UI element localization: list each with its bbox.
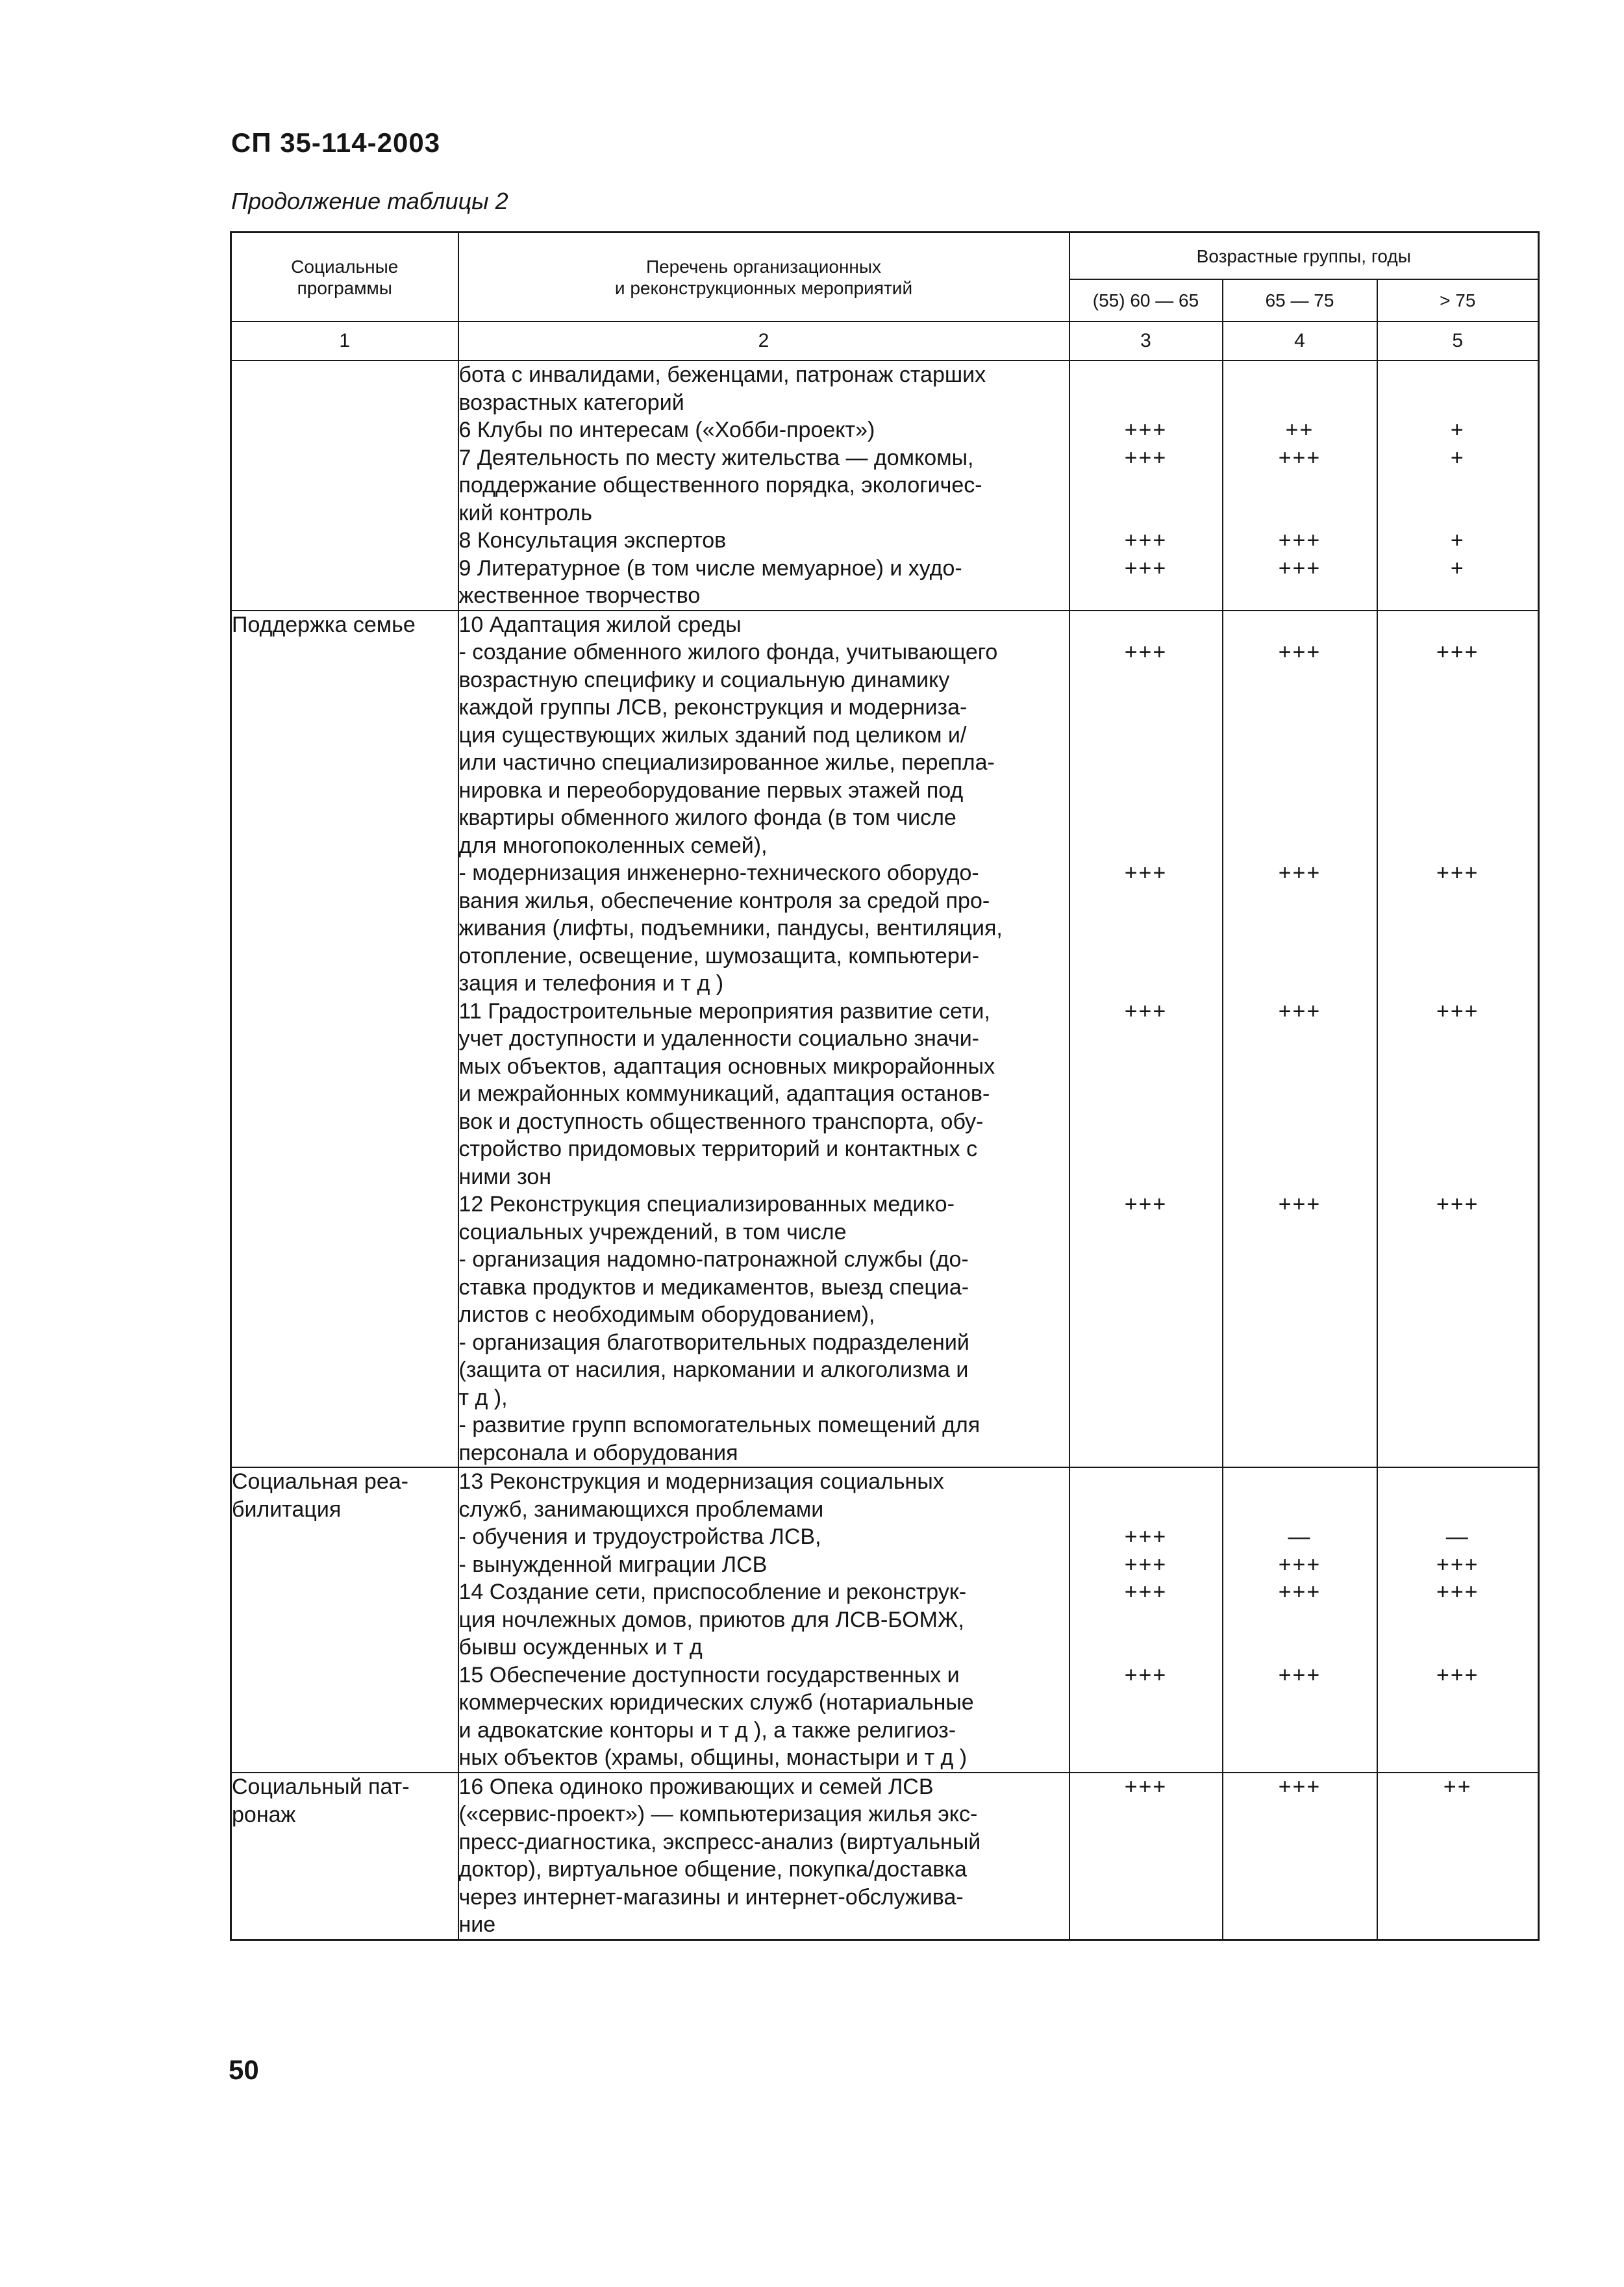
rating-mark	[1070, 1468, 1222, 1496]
rating-mark	[1070, 1884, 1222, 1912]
age-group-1-cell	[1069, 360, 1223, 611]
measure-line: 12 Реконструкция специализированных медико-	[458, 1192, 955, 1217]
program-cell	[231, 1467, 458, 1773]
rating-mark: +++	[1436, 1662, 1479, 1687]
rating-mark	[1223, 1496, 1377, 1524]
rating-mark	[1070, 1274, 1222, 1302]
rating-mark	[1223, 1274, 1377, 1302]
header-group-1: (55) 60 — 65	[1069, 279, 1223, 322]
rating-mark	[1378, 1329, 1538, 1357]
rating-mark	[1223, 472, 1377, 499]
measure-line: 6 Клубы по интересам («Хобби-проект»)	[458, 418, 875, 442]
rating-mark	[1378, 1301, 1538, 1329]
measure-line: и адвокатские конторы и т д ), а также религиоз-	[458, 1717, 956, 1743]
rating-mark	[1223, 1163, 1377, 1191]
measure-line: каждой группы ЛСВ, реконструкция и модерниза-	[458, 695, 968, 720]
measure-line: 11 Градостроительные мероприятия развитие сети,	[458, 998, 990, 1024]
rating-mark	[1070, 1053, 1222, 1081]
rating-mark: +++	[1124, 1774, 1168, 1799]
rating-mark: +++	[1436, 998, 1479, 1024]
rating-mark	[1223, 777, 1377, 805]
rating-mark: +++	[1278, 445, 1321, 470]
rating-mark	[1223, 499, 1377, 527]
rating-mark	[1223, 582, 1377, 610]
measure-line: ними зон	[458, 1164, 551, 1189]
rating-mark	[1378, 389, 1538, 417]
rating-mark	[1378, 361, 1538, 389]
rating-mark	[1378, 1384, 1538, 1412]
header-age-groups: Возрастные группы, годы	[1069, 233, 1539, 280]
table-section-row	[231, 1773, 1539, 1940]
rating-mark	[1070, 1135, 1222, 1163]
rating-mark	[1223, 666, 1377, 694]
rating-mark	[1070, 942, 1222, 970]
rating-mark	[1070, 887, 1222, 915]
rating-mark	[1070, 1828, 1222, 1856]
measure-line: - развитие групп вспомогательных помещений для	[458, 1413, 981, 1437]
rating-mark	[1378, 804, 1538, 832]
measure-line: 14 Создание сети, приспособление и реконструк-	[458, 1580, 967, 1604]
measure-line: 10 Адаптация жилой среды	[458, 612, 742, 637]
rating-mark	[1378, 1080, 1538, 1108]
rating-mark	[1223, 1108, 1377, 1136]
measure-line: кий контроль	[458, 500, 592, 525]
measure-line: т д ),	[458, 1385, 508, 1410]
rating-mark	[1378, 777, 1538, 805]
rating-mark	[1223, 1053, 1377, 1081]
rating-mark: +++	[1124, 1552, 1168, 1577]
rating-mark	[1070, 582, 1222, 610]
rating-mark: +++	[1124, 528, 1168, 553]
rating-mark	[1223, 361, 1377, 389]
rating-mark	[1070, 832, 1222, 860]
measure-line: и межрайонных коммуникаций, адаптация останов-	[458, 1081, 990, 1106]
rating-mark	[1070, 1439, 1222, 1467]
rating-mark	[1223, 1080, 1377, 1108]
rating-mark: +	[1450, 418, 1465, 442]
rating-mark: +++	[1278, 1552, 1321, 1577]
rating-mark	[1223, 389, 1377, 417]
rating-mark	[1378, 1744, 1538, 1772]
rating-mark	[1070, 472, 1222, 499]
rating-mark	[1223, 1411, 1377, 1439]
rating-mark	[1070, 722, 1222, 750]
rating-mark	[1070, 915, 1222, 942]
rating-mark	[1378, 832, 1538, 860]
rating-mark: +++	[1124, 555, 1168, 581]
rating-mark: +++	[1436, 640, 1479, 664]
measure-line: учет доступности и удаленности социально значи-	[458, 1026, 980, 1051]
rating-mark	[1378, 970, 1538, 998]
measure-line: - создание обменного жилого фонда, учитывающего	[458, 640, 998, 664]
rating-mark	[1378, 694, 1538, 722]
table-section-row	[231, 1467, 1539, 1773]
rating-mark: +++	[1278, 861, 1321, 885]
rating-mark: +++	[1124, 445, 1168, 470]
rating-mark: +++	[1436, 861, 1479, 885]
rating-mark	[1223, 1717, 1377, 1745]
rating-mark: +++	[1124, 418, 1168, 442]
program-name: Социальный пат- ронаж	[232, 1774, 410, 1827]
table-section-row	[231, 611, 1539, 1468]
measure-line: доктор), виртуальное общение, покупка/доставка	[458, 1857, 967, 1882]
rating-mark	[1070, 1496, 1222, 1524]
age-group-3-cell	[1377, 360, 1539, 611]
rating-mark	[1378, 915, 1538, 942]
rating-mark	[1070, 1301, 1222, 1329]
rating-mark	[1378, 1439, 1538, 1467]
rating-mark: +++	[1124, 998, 1168, 1024]
measure-line: - обучения и трудоустройства ЛСВ,	[458, 1524, 821, 1549]
rating-mark	[1378, 749, 1538, 777]
measures-cell	[458, 611, 1069, 1468]
measure-line: - вынужденной миграции ЛСВ	[458, 1552, 768, 1577]
rating-mark	[1070, 1384, 1222, 1412]
rating-mark	[1223, 942, 1377, 970]
rating-mark	[1070, 1801, 1222, 1828]
rating-mark	[1070, 694, 1222, 722]
age-group-1-cell	[1069, 1773, 1223, 1940]
rating-mark	[1070, 1634, 1222, 1662]
rating-mark	[1223, 611, 1377, 639]
measure-line: бывш осужденных и т д	[458, 1635, 703, 1660]
rating-mark: +	[1450, 555, 1465, 581]
measure-line: через интернет-магазины и интернет-обслужива-	[458, 1884, 964, 1910]
rating-mark	[1070, 1744, 1222, 1772]
rating-mark	[1378, 1496, 1538, 1524]
measure-line: квартиры обменного жилого фонда (в том числе	[458, 805, 956, 830]
rating-mark	[1378, 472, 1538, 499]
rating-mark	[1070, 1689, 1222, 1717]
age-group-2-cell	[1223, 1467, 1377, 1773]
rating-mark	[1378, 611, 1538, 639]
rating-mark: +++	[1436, 1552, 1479, 1577]
measure-line: 13 Реконструкция и модернизация социальных	[458, 1469, 944, 1494]
rating-mark: +++	[1278, 998, 1321, 1024]
measures-cell	[458, 1467, 1069, 1773]
measure-line: бота с инвалидами, беженцами, патронаж старших	[458, 362, 986, 387]
rating-mark	[1223, 1911, 1377, 1939]
age-group-3-cell	[1377, 1773, 1539, 1940]
rating-mark	[1223, 1801, 1377, 1828]
rating-mark	[1070, 389, 1222, 417]
rating-mark	[1378, 1135, 1538, 1163]
rating-mark	[1223, 804, 1377, 832]
measures-table	[230, 231, 1540, 1941]
rating-mark	[1378, 1911, 1538, 1939]
column-number: 5	[1377, 322, 1539, 360]
column-number: 3	[1069, 322, 1223, 360]
program-name: Социальная реа- билитация	[232, 1469, 408, 1522]
measure-line: мых объектов, адаптация основных микрорайонных	[458, 1054, 995, 1079]
rating-mark: +++	[1278, 640, 1321, 664]
rating-mark: +++	[1278, 1580, 1321, 1604]
age-group-3-cell	[1377, 1467, 1539, 1773]
rating-mark	[1378, 1828, 1538, 1856]
rating-mark	[1223, 1219, 1377, 1246]
rating-mark	[1070, 499, 1222, 527]
rating-mark: +++	[1124, 1524, 1168, 1549]
rating-mark: +	[1450, 445, 1465, 470]
rating-mark	[1223, 887, 1377, 915]
measure-line: - организация благотворительных подразделений	[458, 1330, 969, 1355]
rating-mark: +++	[1124, 1192, 1168, 1217]
measure-line: - организация надомно-патронажной службы (до-	[458, 1247, 969, 1272]
rating-mark	[1070, 1108, 1222, 1136]
measure-line: для многопоколенных семей),	[458, 833, 768, 858]
table-section-row	[231, 360, 1539, 611]
column-number: 4	[1223, 322, 1377, 360]
rating-mark: +++	[1278, 555, 1321, 581]
age-group-2-cell	[1223, 611, 1377, 1468]
rating-mark	[1378, 1108, 1538, 1136]
rating-mark	[1378, 1634, 1538, 1662]
rating-mark	[1070, 1163, 1222, 1191]
rating-mark	[1378, 1689, 1538, 1717]
rating-mark	[1223, 1025, 1377, 1053]
rating-mark	[1378, 887, 1538, 915]
rating-mark: +++	[1124, 1662, 1168, 1687]
rating-mark	[1223, 694, 1377, 722]
rating-mark	[1223, 1329, 1377, 1357]
measure-line: отопление, освещение, шумозащита, компьютери-	[458, 943, 980, 968]
measure-line: ние	[458, 1912, 496, 1937]
rating-mark	[1378, 666, 1538, 694]
header-programs: Социальные программы	[231, 233, 458, 322]
measure-line: листов с необходимым оборудованием),	[458, 1302, 875, 1327]
measure-line: 9 Литературное (в том числе мемуарное) и худо-	[458, 555, 962, 581]
rating-mark	[1223, 1384, 1377, 1412]
rating-mark	[1378, 1717, 1538, 1745]
rating-mark: +++	[1436, 1580, 1479, 1604]
rating-mark	[1378, 1468, 1538, 1496]
measure-line: 16 Опека одиноко проживающих и семей ЛСВ	[458, 1774, 934, 1799]
rating-mark	[1223, 1468, 1377, 1496]
rating-mark	[1223, 1301, 1377, 1329]
measure-line: живания (лифты, подъемники, пандусы, вентиляция,	[458, 916, 1003, 941]
rating-mark	[1223, 722, 1377, 750]
rating-mark	[1223, 1135, 1377, 1163]
rating-mark	[1378, 499, 1538, 527]
rating-mark	[1378, 1606, 1538, 1634]
rating-mark: —	[1288, 1524, 1312, 1549]
program-name: Поддержка семье	[232, 612, 416, 637]
program-cell	[231, 1773, 458, 1940]
rating-mark	[1223, 915, 1377, 942]
measure-line: вания жилья, обеспечение контроля за средой про-	[458, 888, 990, 913]
column-numbers-row	[231, 322, 1539, 360]
rating-mark	[1378, 1219, 1538, 1246]
page-number: 50	[229, 2054, 259, 2085]
header-group-3: > 75	[1377, 279, 1539, 322]
measure-line: («сервис-проект») — компьютеризация жилья экс-	[458, 1802, 978, 1826]
measure-line: 7 Деятельность по месту жительства — домкомы,	[458, 445, 974, 470]
rating-mark	[1378, 1411, 1538, 1439]
measure-line: жественное творчество	[458, 583, 701, 608]
rating-mark	[1378, 1801, 1538, 1828]
rating-mark	[1070, 1025, 1222, 1053]
measure-line: поддержание общественного порядка, экологичес-	[458, 473, 982, 498]
age-group-2-cell	[1223, 1773, 1377, 1940]
age-group-1-cell	[1069, 1467, 1223, 1773]
rating-mark: +++	[1124, 861, 1168, 885]
rating-mark	[1223, 749, 1377, 777]
measure-line: социальных учреждений, в том числе	[458, 1219, 847, 1245]
rating-mark	[1378, 1053, 1538, 1081]
rating-mark	[1223, 1356, 1377, 1384]
rating-mark	[1223, 1856, 1377, 1884]
rating-mark: ++	[1443, 1774, 1472, 1799]
rating-mark	[1378, 1246, 1538, 1274]
rating-mark	[1223, 1606, 1377, 1634]
measures-cell	[458, 1773, 1069, 1940]
rating-mark	[1378, 1356, 1538, 1384]
rating-mark	[1070, 666, 1222, 694]
age-group-2-cell	[1223, 360, 1377, 611]
measure-line: коммерческих юридических служб (нотариальные	[458, 1690, 974, 1715]
rating-mark	[1378, 722, 1538, 750]
age-group-3-cell	[1377, 611, 1539, 1468]
rating-mark: +++	[1278, 1662, 1321, 1687]
rating-mark	[1070, 804, 1222, 832]
rating-mark	[1070, 1911, 1222, 1939]
measure-line: пресс-диагностика, экспресс-анализ (виртуальный	[458, 1829, 981, 1854]
measure-line: служб, занимающихся проблемами	[458, 1497, 824, 1522]
rating-mark	[1378, 1856, 1538, 1884]
measure-line: 15 Обеспечение доступности государственных и	[458, 1662, 960, 1687]
rating-mark	[1223, 1689, 1377, 1717]
rating-mark	[1070, 1356, 1222, 1384]
rating-mark	[1223, 1634, 1377, 1662]
rating-mark: +++	[1124, 1580, 1168, 1604]
rating-mark	[1070, 1080, 1222, 1108]
rating-mark	[1378, 942, 1538, 970]
measure-line: ставка продуктов и медикаментов, выезд специа-	[458, 1274, 969, 1300]
table-caption: Продолжение таблицы 2	[231, 188, 508, 214]
measure-line: стройство придомовых территорий и контактных с	[458, 1137, 978, 1161]
measure-line: возрастную специфику и социальную динамику	[458, 667, 950, 692]
measures-cell	[458, 360, 1069, 611]
measure-line: нировка и переоборудование первых этажей под	[458, 777, 964, 803]
rating-mark: +	[1450, 528, 1465, 553]
header-group-2: 65 — 75	[1223, 279, 1377, 322]
rating-mark: +++	[1436, 1192, 1479, 1217]
measure-line: - модернизация инженерно-технического оборудо-	[458, 861, 979, 885]
measure-line: возрастных категорий	[458, 390, 684, 415]
measure-line: вок и доступность общественного транспорта, обу-	[458, 1109, 984, 1134]
rating-mark	[1070, 1411, 1222, 1439]
rating-mark	[1070, 1606, 1222, 1634]
rating-mark	[1070, 1717, 1222, 1745]
rating-mark	[1378, 582, 1538, 610]
age-group-1-cell	[1069, 611, 1223, 1468]
rating-mark: +++	[1278, 1192, 1321, 1217]
measure-line: (защита от насилия, наркомании и алкоголизма и	[458, 1358, 969, 1382]
rating-mark	[1070, 1856, 1222, 1884]
rating-mark	[1223, 1246, 1377, 1274]
measure-line: или частично специализированное жилье, перепла-	[458, 750, 995, 775]
measure-line: персонала и оборудования	[458, 1440, 738, 1465]
rating-mark	[1378, 1274, 1538, 1302]
rating-mark	[1070, 970, 1222, 998]
rating-mark	[1378, 1884, 1538, 1912]
column-number: 1	[231, 322, 458, 360]
rating-mark	[1223, 1744, 1377, 1772]
rating-mark	[1070, 1246, 1222, 1274]
rating-mark	[1378, 1163, 1538, 1191]
rating-mark: +++	[1124, 640, 1168, 664]
header-measures: Перечень организационных и реконструкционных мероприятий	[458, 233, 1069, 322]
rating-mark	[1070, 777, 1222, 805]
rating-mark	[1070, 749, 1222, 777]
rating-mark: +++	[1278, 528, 1321, 553]
measure-line: 8 Консультация экспертов	[458, 528, 727, 553]
program-cell	[231, 611, 458, 1468]
rating-mark: ++	[1285, 418, 1314, 442]
rating-mark	[1223, 970, 1377, 998]
column-number: 2	[458, 322, 1069, 360]
program-cell	[231, 360, 458, 611]
rating-mark	[1070, 611, 1222, 639]
rating-mark	[1223, 1884, 1377, 1912]
rating-mark	[1070, 1329, 1222, 1357]
rating-mark	[1378, 1025, 1538, 1053]
measure-line: зация и телефония и т д )	[458, 971, 724, 996]
rating-mark	[1223, 832, 1377, 860]
rating-mark: +++	[1278, 1774, 1321, 1799]
rating-mark	[1223, 1828, 1377, 1856]
measure-line: ных объектов (храмы, общины, монастыри и т д )	[458, 1745, 968, 1770]
document-code: СП 35-114-2003	[231, 127, 441, 158]
measure-line: ция ночлежных домов, приютов для ЛСВ-БОМЖ,	[458, 1607, 964, 1632]
measure-line: ция существующих жилых зданий под целиком и/	[458, 722, 967, 748]
rating-mark	[1223, 1439, 1377, 1467]
rating-mark	[1070, 361, 1222, 389]
rating-mark	[1070, 1219, 1222, 1246]
rating-mark: —	[1445, 1524, 1469, 1549]
